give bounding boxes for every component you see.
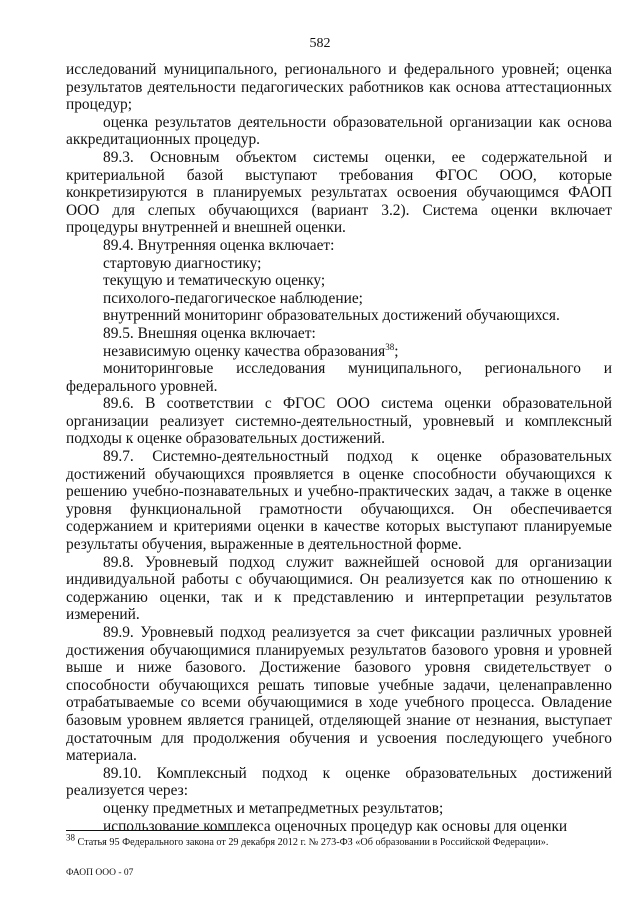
- paragraph: [66, 272, 612, 290]
- footnote-divider: [66, 830, 241, 831]
- paragraph: [66, 307, 612, 325]
- paragraph: [66, 114, 612, 149]
- paragraph: [66, 765, 612, 800]
- paragraph: [66, 290, 612, 308]
- paragraph: [66, 448, 612, 554]
- paragraph-text: 89.7. Системно-деятельностный подход к оценке образовательных достижений обучающихся проявляется в оценке способности обучающихся к решению учебно-познавательных и учебно-практических задач, а также в оценке уровня функциональной грамотности обучающихся. Он обеспечивается содержанием и критериями оценки в качестве которых выступают планируемые результаты обучения, выраженные в деятельностной форме.: [66, 448, 612, 554]
- paragraph-text: оценка результатов деятельности образовательной организации как основа аккредитационных процедур.: [66, 113, 612, 149]
- paragraph-text: 89.3. Основным объектом системы оценки, ее содержательной и критериальной базой выступают требования ФГОС ООО, которые конкретизируются в планируемых результатах освоения обучающимся ФАОП ООО для слепых обучающихся (вариант 3.2). Система оценки включает процедуры внутренней и внешней оценки.: [66, 148, 612, 237]
- paragraph: [66, 818, 612, 836]
- footnote-reference: 38: [385, 341, 395, 352]
- paragraph-text: независимую оценку качества образования: [103, 342, 386, 360]
- paragraph-text: 89.5. Внешняя оценка включает:: [103, 324, 316, 342]
- paragraph: [66, 149, 612, 237]
- paragraph-text: психолого-педагогическое наблюдение;: [103, 289, 363, 307]
- paragraph-text: 89.4. Внутренняя оценка включает:: [103, 236, 335, 254]
- paragraph: [66, 255, 612, 273]
- paragraph-text: использование комплекса оценочных процедур как основы для оценки: [103, 817, 568, 835]
- paragraph-text: текущую и тематическую оценку;: [103, 272, 326, 290]
- paragraph: [66, 61, 612, 114]
- paragraph: [66, 360, 612, 395]
- footnote-text: Статья 95 Федерального закона от 29 декабря 2012 г. № 273-ФЗ «Об образовании в Российской Федерации».: [75, 837, 549, 848]
- paragraph-text: 89.6. В соответствии с ФГОС ООО система оценки образовательной организации реализует системно-деятельностный, уровневый и комплексный подходы к оценке образовательных достижений.: [66, 395, 612, 448]
- paragraph: [66, 237, 612, 255]
- paragraph-text: внутренний мониторинг образовательных достижений обучающихся.: [103, 307, 560, 325]
- paragraph-text: 89.9. Уровневый подход реализуется за счет фиксации различных уровней достижения обучающимися планируемых результатов базового уровня и уровней выше и ниже базового. Достижение базового уровня свидетельствует о способности обучающихся решать типовые учебные задачи, целенаправленно отрабатываемые со всеми обучающимися в ходе учебного процесса. Овладение базовым уровнем является границей, отделяющей знание от незнания, выступает достаточным для продолжения обучения и усвоения последующего учебного материала.: [66, 624, 612, 765]
- footnote-marker: 38: [66, 832, 75, 843]
- paragraph-text: стартовую диагностику;: [103, 254, 262, 272]
- footnote: [66, 832, 612, 849]
- paragraph: [66, 800, 612, 818]
- page-number: 582: [309, 36, 331, 51]
- paragraph-text: оценку предметных и метапредметных результатов;: [103, 799, 444, 817]
- paragraph: [66, 343, 612, 361]
- paragraph-text: 89.10. Комплексный подход к оценке образовательных достижений реализуется через:: [66, 764, 612, 800]
- paragraph-text: 89.8. Уровневый подход служит важнейшей основой для организации индивидуальной работы с обучающимися. Он реализуется как по отношению к содержанию оценки, так и к представлению и интерпретации результатов измерений.: [66, 553, 612, 624]
- document-body: [66, 61, 612, 835]
- paragraph: [66, 554, 612, 624]
- paragraph-text: исследований муниципального, регионального и федерального уровней; оценка результатов деятельности педагогических работников как основа аттестационных процедур;: [66, 61, 612, 114]
- paragraph: [66, 325, 612, 343]
- paragraph-text: мониторинговые исследования муниципального, регионального и федерального уровней.: [66, 360, 612, 395]
- paragraph-text-tail: ;: [394, 342, 399, 360]
- paragraph: [66, 624, 612, 765]
- paragraph: [66, 395, 612, 448]
- document-footer: ФАОП ООО - 07: [66, 868, 134, 878]
